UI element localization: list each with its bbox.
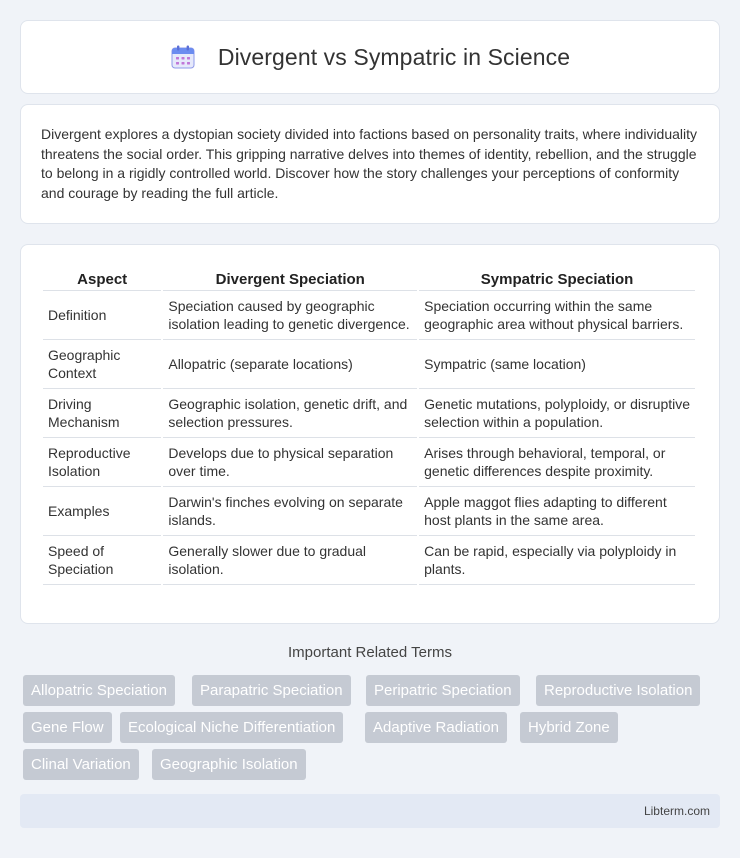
header-card [20, 20, 720, 94]
tag-ecological-niche-differentiation[interactable]: Ecological Niche Differentiation [120, 712, 343, 743]
tag-peripatric-speciation[interactable]: Peripatric Speciation [366, 675, 520, 706]
table-cell-aspect: Examples [43, 487, 161, 536]
intro-text: Divergent explores a dystopian society divided into factions based on personality traits, where individuality threatens the social order. This gripping narrative delves into themes of identity, rebellion, and the struggle to belong in a rigidly controlled world. Discover how the story challenges your perceptions of conformity and courage by reading the full article. [41, 126, 698, 201]
table-row [43, 536, 695, 585]
table-cell-aspect: Reproductive Isolation [43, 438, 161, 487]
table-cell-sympatric: Genetic mutations, polyploidy, or disruptive selection within a population. [419, 389, 695, 438]
table-cell-aspect: Driving Mechanism [43, 389, 161, 438]
tag-hybrid-zone[interactable]: Hybrid Zone [520, 712, 618, 743]
column-header-sympatric: Sympatric Speciation [419, 267, 695, 291]
table-cell-divergent: Develops due to physical separation over time. [163, 438, 417, 487]
table-row [43, 389, 695, 438]
comparison-table [41, 267, 697, 585]
table-cell-aspect: Definition [43, 291, 161, 340]
table-row [43, 291, 695, 340]
calendar-icon [170, 44, 196, 70]
tag-reproductive-isolation[interactable]: Reproductive Isolation [536, 675, 700, 706]
table-row [43, 438, 695, 487]
table-cell-sympatric: Apple maggot flies adapting to different host plants in the same area. [419, 487, 695, 536]
column-header-aspect: Aspect [43, 267, 161, 291]
table-row [43, 487, 695, 536]
table-cell-sympatric: Can be rapid, especially via polyploidy in plants. [419, 536, 695, 585]
table-cell-divergent: Speciation caused by geographic isolation leading to genetic divergence. [163, 291, 417, 340]
tag-gene-flow[interactable]: Gene Flow [23, 712, 112, 743]
tag-clinal-variation[interactable]: Clinal Variation [23, 749, 139, 780]
footer-site-link[interactable]: Libterm.com [643, 804, 710, 818]
page-title: Divergent vs Sympatric in Science [217, 43, 571, 70]
footer [20, 794, 720, 828]
table-cell-divergent: Geographic isolation, genetic drift, and selection pressures. [163, 389, 417, 438]
table-cell-sympatric: Speciation occurring within the same geographic area without physical barriers. [419, 291, 695, 340]
table-row [43, 340, 695, 389]
table-cell-sympatric: Arises through behavioral, temporal, or genetic differences despite proximity. [419, 438, 695, 487]
table-cell-sympatric: Sympatric (same location) [419, 340, 695, 389]
table-header-row [43, 267, 695, 291]
column-header-divergent: Divergent Speciation [163, 267, 417, 291]
tag-parapatric-speciation[interactable]: Parapatric Speciation [192, 675, 351, 706]
tag-adaptive-radiation[interactable]: Adaptive Radiation [365, 712, 507, 743]
comparison-table-card [20, 244, 720, 624]
table-cell-aspect: Speed of Speciation [43, 536, 161, 585]
table-cell-divergent: Darwin's finches evolving on separate islands. [163, 487, 417, 536]
related-terms-title: Important Related Terms [288, 644, 452, 661]
table-cell-aspect: Geographic Context [43, 340, 161, 389]
table-cell-divergent: Generally slower due to gradual isolation. [163, 536, 417, 585]
tag-allopatric-speciation[interactable]: Allopatric Speciation [23, 675, 175, 706]
tag-geographic-isolation[interactable]: Geographic Isolation [152, 749, 306, 780]
intro-card [20, 104, 720, 224]
table-cell-divergent: Allopatric (separate locations) [163, 340, 417, 389]
